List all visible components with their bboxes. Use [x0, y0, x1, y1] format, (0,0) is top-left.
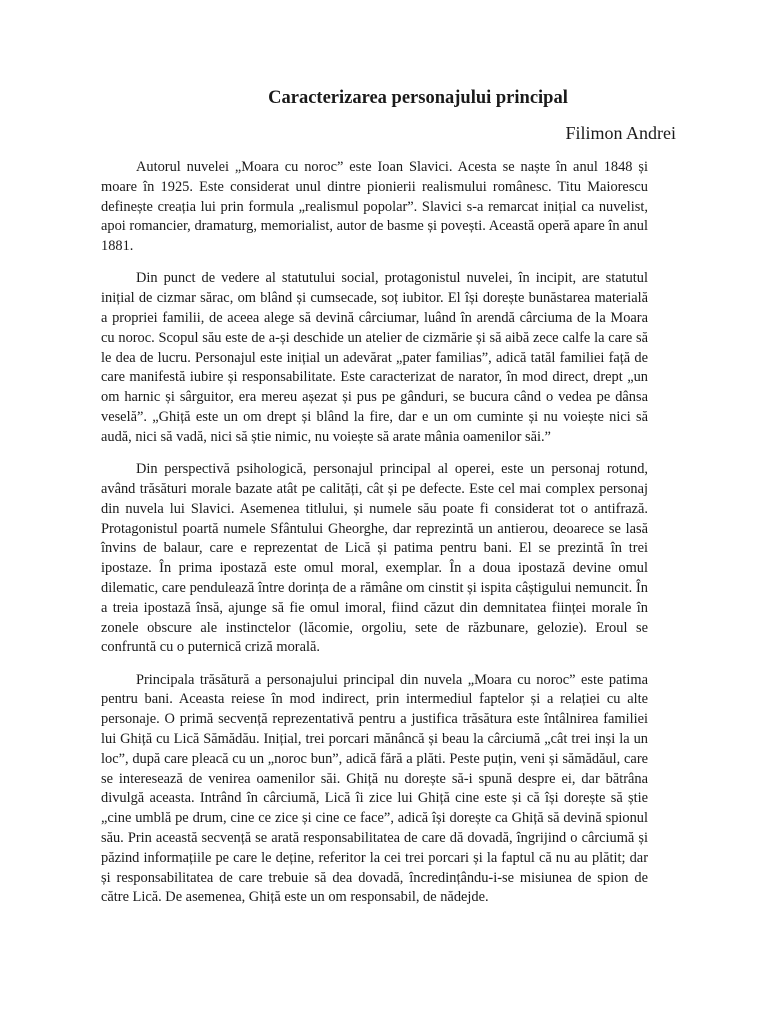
paragraph: Din punct de vedere al statutului social, protagonistul nuvelei, în incipit, are statutul inițial de cizmar sărac, om blând și cumsecade, soț iubitor. El își dorește bunăstarea materială a propriei familii, de aceea alege să devină cârciumar, luând în arendă cârciuma de la Moara cu noroc. Scopul său este de a-și deschide un atelier de cizmărie și să aibă zece calfe la care să le dea de lucru. Personajul este inițial un adevărat „pater familias”, adică tatăl familiei față de care manifestă iubire și responsabilitate. Este caracterizat de narator, în mod direct, drept „un om harnic și sârguitor, era mereu așezat și pus pe gânduri, se bucura când o vedea pe dânsa veselă”. „Ghiță este un om drept și blând la fire, dar e un om cuminte și nu voiește nici să audă, nici să vadă, nici să știe nimic, nu voiește să arate mânia oamenilor săi.” [101, 270, 648, 445]
author-name: Filimon Andrei [565, 123, 676, 143]
paragraph: Din perspectivă psihologică, personajul principal al operei, este un personaj rotund, având trăsături morale bazate atât pe calități, cât și pe defecte. Este cel mai complex personaj din nuvela lui Slavici. Asemenea titlului, și numele său poate fi considerat tot o antifrază. Protagonistul poartă numele Sfântului Gheorghe, dar reprezintă un antierou, deoarece se lasă învins de balaur, care e reprezentat de Lică și patima pentru bani. El se prezintă în trei ipostaze. În prima ipostază este omul moral, exemplar. În a doua ipostază devine omul dilematic, care pendulează între dorința de a rămâne om cinstit și ispita câștigului nemuncit. În a treia ipostază însă, ajunge să fie omul imoral, fiind căzut din demnitatea ființei morale în zonele obscure ale instinctelor (lăcomie, orgoliu, sete de răzbunare, gelozie). Eroul se confruntă cu o puternică criză morală. [101, 461, 648, 656]
document-body [101, 158, 648, 921]
paragraph: Autorul nuvelei „Moara cu noroc” este Ioan Slavici. Acesta se naște în anul 1848 și moare în 1925. Este considerat unul dintre pionierii realismului românesc. Titu Maiorescu definește creația lui prin formula „realismul popolar”. Slavici s-a remarcat inițial ca nuvelist, apoi romancier, dramaturg, memorialist, autor de basme și povești. Această operă apare în anul 1881. [101, 159, 648, 255]
paragraph: Principala trăsătură a personajului principal din nuvela „Moara cu noroc” este patima pentru bani. Aceasta reiese în mod indirect, prin intermediul faptelor și a relației cu alte personaje. O primă secvență reprezentativă pentru a justifica trăsătura este întâlnirea familiei lui Ghiță cu Lică Sămădău. Inițial, trei porcari mănâncă și beau la cârciumă „cât trei inși la un loc”, după care pleacă cu un „noroc bun”, adică fără a plăti. Peste puțin, veni și sămădăul, care se interesează de venirea oamenilor săi. Ghiță nu dorește să-i spună despre ei, dar bătrâna divulgă aceasta. Intrând în cârciumă, Lică îi zice lui Ghiță cine este și că își dorește să știe „cine umblă pe drum, cine ce zice și cine ce face”, adică își dorește ca Ghiță să devină spionul său. Prin această secvență se arată responsabilitatea de care dă dovadă, îngrijind o cârciumă și păzind informațiile pe care le deține, referitor la cei trei porcari și la faptul că nu au plătit; dar și responsabilitatea de care trebuie să dea dovadă, încredințându-i-se misiunea de spion de către Lică. De asemenea, Ghiță este un om responsabil, de nădejde. [101, 671, 648, 906]
document-title: Caracterizarea personajului principal [268, 88, 568, 108]
